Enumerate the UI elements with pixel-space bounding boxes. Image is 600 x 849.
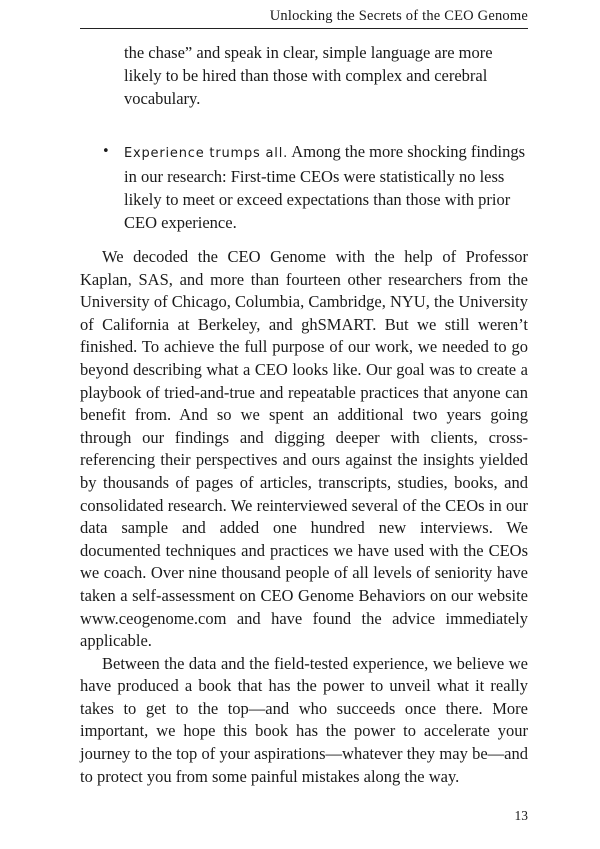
bullet-text: the chase” and speak in clear, simple language are more likely to be hired than those with complex and cerebral vocabulary. [124,43,493,108]
running-header: Unlocking the Secrets of the CEO Genome [80,8,528,29]
bullet-continuation [124,41,528,110]
paragraph: We decoded the CEO Genome with the help of Professor Kaplan, SAS, and more than fourteen other researchers from the University of Chicago, Columbia, Cambridge, NYU, the University of California at Berkeley, and ghSMART. But we still weren’t finished. To achieve the full purpose of our work, we needed to go beyond describing what a CEO looks like. Our goal was to create a playbook of tried-and-true and repeatable practices that anyone can benefit from. And so we spent an additional two years going through our findings and digging deeper with clients, cross-referencing their perspectives and ours against the insights yielded by thousands of pages of articles, transcripts, studies, books, and consolidated research. We reinterviewed several of the CEOs in our data sample and added one hundred new interviews. We documented techniques and practices we have used with the CEOs we coach. Over nine thousand people of all levels of seniority have taken a self-assessment on CEO Genome Behaviors on our website www.ceogenome.com and have found the advice immediately applicable. [80,247,528,651]
bullet-lead-phrase: Experience trumps all. [124,146,289,161]
body-text [80,246,528,788]
bullet-item [102,140,528,234]
bullet-text: Among the more shocking findings in our research: First-time CEOs were statistically no less likely to meet or exceed expectations than those with prior CEO experience. [124,142,526,232]
bullet-marker: • [102,144,110,159]
paragraph: Between the data and the field-tested experience, we believe we have produced a book that has the power to unveil what it really takes to get to the top—and who succeeds once there. More important, we hope this book has the power to accelerate your journey to the top of your aspirations—whatever they may be—and to protect you from some painful mistakes along the way. [80,653,528,786]
page-number: 13 [514,808,528,823]
